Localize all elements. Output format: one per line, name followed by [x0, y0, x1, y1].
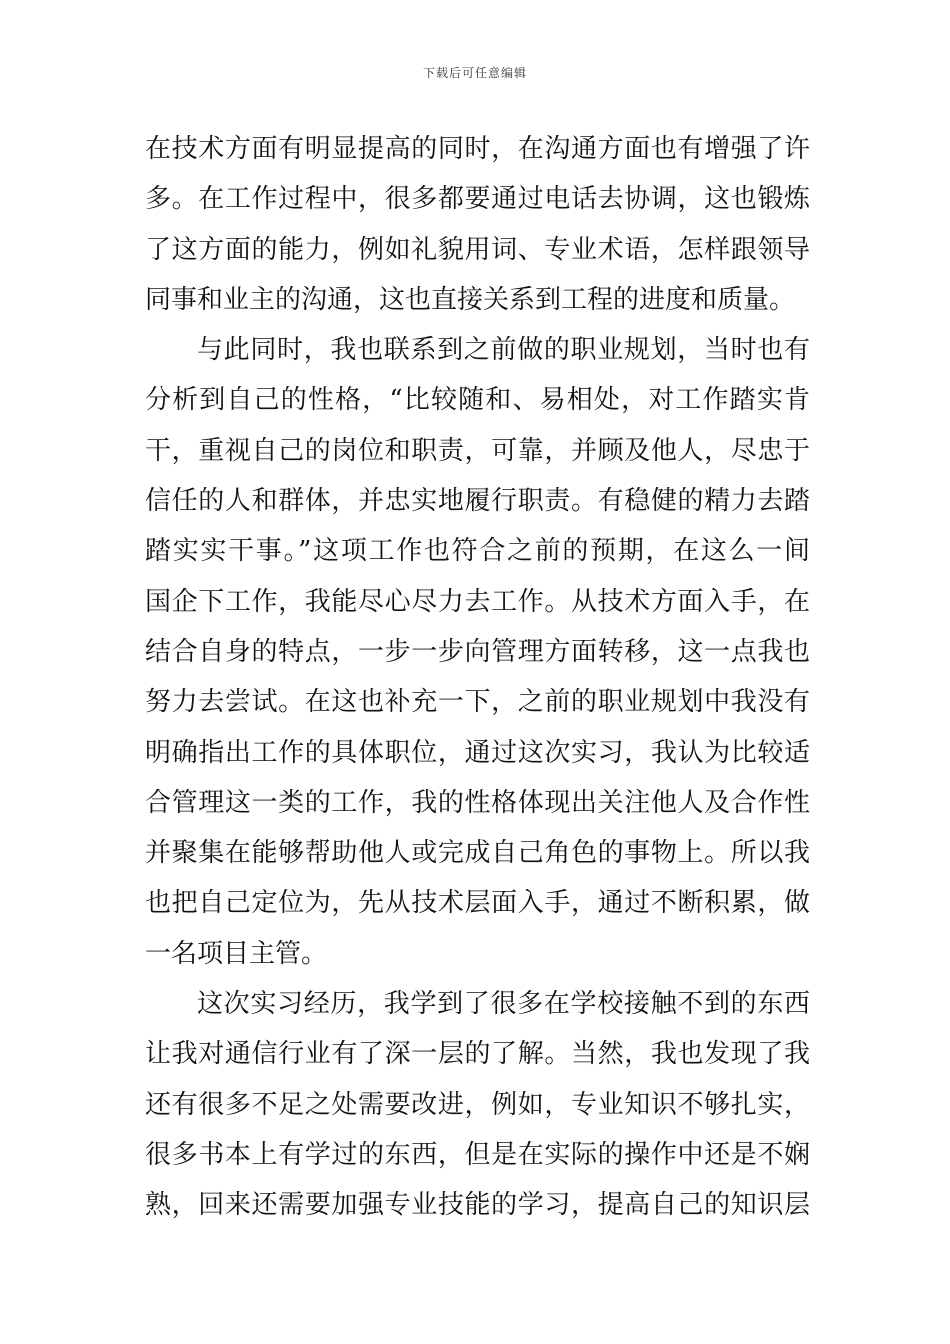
text-line: 在技术方面有明显提高的同时，在沟通方面也有增强了许 [145, 134, 810, 164]
text-line: 熟，回来还需要加强专业技能的学习，提高自己的知识层 [145, 1190, 810, 1221]
text-line: 国企下工作，我能尽心尽力去工作。从技术方面入手，在 [145, 586, 810, 617]
text-line: 一名项目主管。 [145, 938, 328, 969]
text-line: 多。在工作过程中，很多都要通过电话去协调，这也锻炼 [145, 184, 810, 215]
text-line: 结合自身的特点，一步一步向管理方面转移，这一点我也 [145, 636, 810, 667]
text-line: 合管理这一类的工作，我的性格体现出关注他人及合作性 [145, 787, 810, 818]
document-body [145, 124, 810, 1231]
text-line: 与此同时，我也联系到之前做的职业规划，当时也有 [197, 335, 810, 366]
text-line: 并聚集在能够帮助他人或完成自己角色的事物上。所以我 [145, 838, 810, 869]
text-line: 干，重视自己的岗位和职责，可靠，并顾及他人，尽忠于 [145, 435, 810, 466]
text-line: 让我对通信行业有了深一层的了解。当然，我也发现了我 [145, 1039, 810, 1070]
text-line: 这次实习经历，我学到了很多在学校接触不到的东西 [197, 989, 810, 1020]
text-line: 分析到自己的性格，“比较随和、易相处，对工作踏实肯 [145, 385, 810, 416]
text-line: 也把自己定位为，先从技术层面入手，通过不断积累，做 [145, 888, 810, 919]
text-line: 还有很多不足之处需要改进，例如，专业知识不够扎实， [145, 1089, 810, 1120]
text-line: 努力去尝试。在这也补充一下，之前的职业规划中我没有 [145, 687, 810, 718]
text-line: 明确指出工作的具体职位，通过这次实习，我认为比较适 [145, 737, 810, 768]
text-line: 很多书本上有学过的东西，但是在实际的操作中还是不娴 [145, 1139, 810, 1170]
text-line: 信任的人和群体，并忠实地履行职责。有稳健的精力去踏 [145, 486, 810, 517]
text-line: 同事和业主的沟通，这也直接关系到工程的进度和质量。 [145, 284, 796, 315]
page-header: 下载后可任意编辑 [422, 66, 527, 80]
text-line: 踏实实干事。”这项工作也符合之前的预期，在这么一间 [145, 536, 810, 567]
text-line: 了这方面的能力，例如礼貌用词、专业术语，怎样跟领导 [145, 234, 810, 265]
